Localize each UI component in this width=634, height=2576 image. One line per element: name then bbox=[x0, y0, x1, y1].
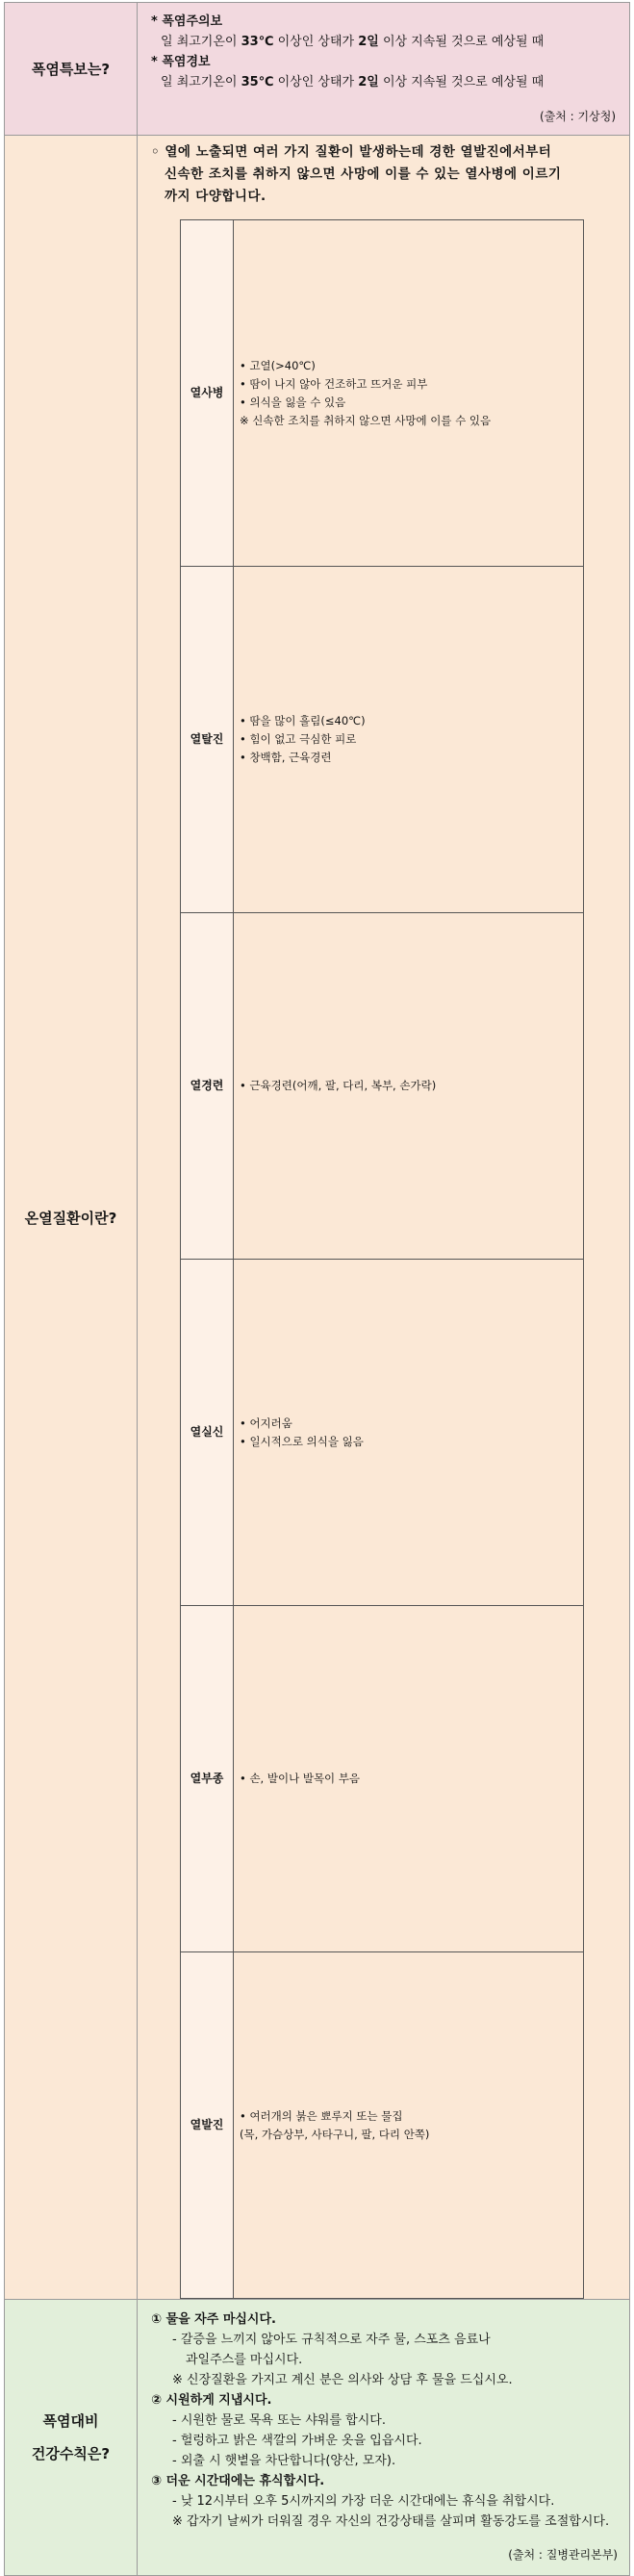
guide-step-line: - 낮 12시부터 오후 5시까지의 가장 더운 시간대에는 휴식을 취합시다. bbox=[172, 2494, 555, 2509]
illness-table-row bbox=[181, 1260, 584, 1606]
guide-step-title: ③ 더운 시간대에는 휴식합시다. bbox=[151, 2474, 325, 2488]
symptom-line: • 손, 발이나 발목이 부음 bbox=[240, 1772, 361, 1785]
outer-table bbox=[4, 2, 630, 2576]
illness-symptoms bbox=[234, 567, 584, 913]
advisory-item bbox=[151, 12, 618, 52]
guide-content bbox=[138, 2300, 630, 2576]
days-value: 2일 bbox=[358, 75, 379, 89]
symptom-line: • 근육경련(어깨, 팔, 다리, 복부, 손가락) bbox=[240, 1079, 437, 1092]
symptom-line: • 땀을 많이 흘림(≤40℃) bbox=[240, 714, 366, 727]
illness-label: 온열질환이란? bbox=[5, 136, 138, 2300]
guide-step-line: - 외출 시 햇볕을 차단합니다(양산, 모자). bbox=[172, 2454, 396, 2468]
symptom-line: • 여러개의 붉은 뾰루지 또는 물집 bbox=[240, 2108, 403, 2123]
guide-step-line: - 갈증을 느끼지 않아도 규칙적으로 자주 물, 스포츠 음료나 bbox=[172, 2333, 491, 2347]
guide-step-line: ※ 갑자기 날씨가 더워질 경우 자신의 건강상태를 살피며 활동강도를 조절합시다. bbox=[172, 2514, 610, 2529]
symptom-line: • 땀이 나지 않아 건조하고 뜨거운 피부 bbox=[240, 376, 428, 391]
illness-row bbox=[5, 136, 630, 2300]
advisory-row bbox=[5, 3, 630, 136]
guide-step-line: - 헐렁하고 밝은 색깔의 가벼운 옷을 입읍시다. bbox=[172, 2434, 422, 2448]
guide-label: 폭염대비 건강수칙은? bbox=[5, 2300, 138, 2576]
illness-name: 열사병 bbox=[181, 220, 234, 567]
advisory-item-head: * 폭염주의보 bbox=[151, 14, 223, 29]
guide-step-line: - 시원한 물로 목욕 또는 샤워를 합시다. bbox=[172, 2413, 386, 2428]
symptom-line: • 일시적으로 의식을 잃음 bbox=[240, 1434, 364, 1448]
temp-value: 33℃ bbox=[241, 35, 274, 49]
advisory-content bbox=[138, 3, 630, 136]
temp-value: 35℃ bbox=[241, 75, 274, 89]
illness-symptoms bbox=[234, 913, 584, 1260]
symptom-line: • 힘이 없고 극심한 피로 bbox=[240, 732, 357, 746]
guide-source: (출처 : 질병관리본부) bbox=[508, 2548, 618, 2562]
illness-symptoms bbox=[234, 1952, 584, 2299]
guide-row bbox=[5, 2300, 630, 2576]
illness-name: 열탈진 bbox=[181, 567, 234, 913]
symptom-line: (목, 가슴상부, 사타구니, 팔, 다리 안쪽) bbox=[240, 2127, 430, 2141]
advisory-item bbox=[151, 52, 618, 92]
guide-step-line: ※ 신장질환을 가지고 계신 분은 의사와 상담 후 물을 드십시오. bbox=[172, 2373, 513, 2387]
symptom-line: • 의식을 잃을 수 있음 bbox=[240, 395, 346, 409]
advisory-item-head: * 폭염경보 bbox=[151, 55, 211, 69]
illness-table-row bbox=[181, 567, 584, 913]
illness-name: 열발진 bbox=[181, 1952, 234, 2299]
illness-table-row bbox=[181, 1952, 584, 2299]
heatwave-info-table bbox=[4, 2, 630, 2576]
illness-table-row bbox=[181, 220, 584, 567]
symptom-line: • 어지러움 bbox=[240, 1416, 292, 1430]
illness-symptoms bbox=[234, 220, 584, 567]
guide-step-title: ① 물을 자주 마십시다. bbox=[151, 2312, 276, 2327]
illness-content bbox=[138, 136, 630, 2300]
illness-table-row bbox=[181, 913, 584, 1260]
days-value: 2일 bbox=[358, 35, 379, 49]
advisory-item-desc: 일 최고기온이 33℃ 이상인 상태가 2일 이상 지속될 것으로 예상될 때 bbox=[161, 35, 545, 49]
symptom-line: • 창백함, 근육경련 bbox=[240, 751, 332, 764]
illness-symptoms bbox=[234, 1260, 584, 1606]
illness-name: 열경련 bbox=[181, 913, 234, 1260]
symptom-line: ※ 신속한 조치를 취하지 않으면 사망에 이를 수 있음 bbox=[240, 413, 492, 427]
guide-step-title: ② 시원하게 지냅시다. bbox=[151, 2393, 272, 2408]
illness-name: 열부종 bbox=[181, 1606, 234, 1952]
illness-intro: ◦ 열에 노출되면 여러 가지 질환이 발생하는데 경한 열발진에서부터 신속한 조치를 취하지 않으면 사망에 이를 수 있는 열사병에 이르기 까지 다양합니다. bbox=[151, 144, 562, 204]
guide-step-line: 과일주스를 마십시다. bbox=[186, 2353, 303, 2367]
symptom-line: • 고열(>40℃) bbox=[240, 358, 316, 372]
illness-table-row bbox=[181, 1606, 584, 1952]
advisory-source: (출처 : 기상청) bbox=[540, 110, 616, 123]
guide-steps bbox=[151, 2309, 620, 2532]
illness-types-table bbox=[180, 219, 584, 2299]
advisory-label: 폭염특보는? bbox=[5, 3, 138, 136]
illness-symptoms bbox=[234, 1606, 584, 1952]
advisory-item-desc: 일 최고기온이 35℃ 이상인 상태가 2일 이상 지속될 것으로 예상될 때 bbox=[161, 75, 545, 89]
illness-name: 열실신 bbox=[181, 1260, 234, 1606]
